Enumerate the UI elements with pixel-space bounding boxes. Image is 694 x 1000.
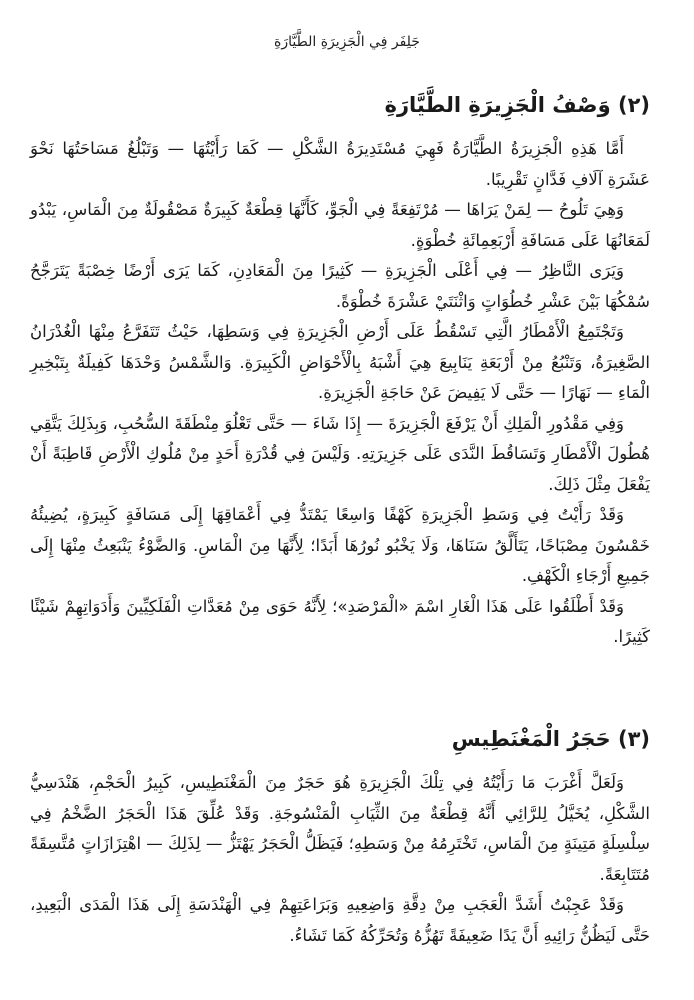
paragraph: وَقَدْ رَأَيْتُ فِي وَسَطِ الْجَزِيرَةِ كَهْفًا وَاسِعًا يَمْتَدُّ فِي أَعْمَاقِهَا إِلَى مَسَافَةٍ كَبِيرَةٍ، يُضِيئُهُ خَمْسُونَ مِصْبَاحًا، يَتَأَلَّقُ سَنَاهَا، وَلَا يَخْبُو نُورُهَا أَبَدًا؛ لِأَنَّهَا مِنَ الْمَاسِ. وَالضَّوْءُ يَنْبَعِثُ مِنْهَا إِلَى جَمِيعِ أَرْجَاءِ الْكَهْفِ.: [30, 505, 650, 585]
paragraph: أَمَّا هَذِهِ الْجَزِيرَةُ الطَّيَّارَةُ فَهِيَ مُسْتَدِيرَةُ الشَّكْلِ — كَمَا رَأَيْتُهَا — وَتَبْلُغُ مَسَاحَتُهَا نَحْوَ عَشَرَةِ آلَافِ فَدَّانٍ تَقْرِيبًا.: [30, 139, 650, 189]
paragraph: وَلَعَلَّ أَغْرَبَ مَا رَأَيْتُهُ فِي تِلْكَ الْجَزِيرَةِ هُوَ حَجَرٌ مِنَ الْمَغْنَطِيسِ، كَبِيرُ الْحَجْمِ، هَنْدَسِيُّ الشَّكْلِ، يُخَيَّلُ لِلرَّائِي أَنَّهُ قِطْعَةٌ مِنَ الثِّيَابِ الْمَنْسُوجَةِ. وَقَدْ عُلِّقَ هَذَا الْحَجَرُ الضَّخْمُ فِي سِلْسِلَةٍ مَتِينَةٍ مِنَ الْمَاسِ، تَخْتَرِمُهُ مِنْ وَسَطِهِ؛ فَيَظَلُّ الْحَجَرُ يَهْتَزُّ — لِذَلِكَ — اهْتِزَازَاتٍ مُتَّسِقَةً مُتَتَابِعَةً.: [30, 773, 650, 884]
section-heading: (٣) حَجَرُ الْمَغْنَطِيسِ: [451, 727, 650, 751]
running-header: جَلِفَر فِي الْجَزِيرَةِ الطَّيَّارَةِ: [274, 34, 420, 50]
paragraph: وَقَدْ أَطْلَقُوا عَلَى هَذَا الْغَارِ اسْمَ «الْمَرْصَدِ»؛ لِأَنَّهُ حَوَى مِنْ مُعَدَّاتِ الْفَلَكِيِّينَ وَأَدَوَاتِهِمْ شَيْئًا كَثِيرًا.: [30, 596, 650, 646]
paragraph: وَهِيَ تَلُوحُ — لِمَنْ يَرَاهَا — مُرْتَفِعَةً فِي الْجَوِّ، كَأَنَّهَا قِطْعَةٌ كَبِيرَةٌ مَصْقُولَةٌ مِنَ الْمَاسِ، يَبْدُو لَمَعَانُهَا عَلَى مَسَافَةِ أَرْبَعِمِائَةِ خُطْوَةٍ.: [30, 200, 650, 250]
section-magnet-stone: [30, 722, 650, 951]
paragraph: وَتَجْتَمِعُ الْأَمْطَارُ الَّتِي تَسْقُطُ عَلَى أَرْضِ الْجَزِيرَةِ فِي وَسَطِهَا، حَيْثُ تَتَفَرَّعُ مِنْهَا الْغُدْرَانُ الصَّغِيرَةُ، وَتَنْبُعُ مِنْ أَرْبَعَةِ يَنَابِيعَ هِيَ أَشْبَهُ بِالْأَحْوَاضِ الْكَبِيرَةِ. وَالشَّمْسُ وَحْدَهَا كَفِيلَةٌ بِتَبْخِيرِ الْمَاءِ — نَهَارًا — حَتَّى لَا يَفِيضَ عَنْ حَاجَةِ الْجَزِيرَةِ.: [30, 322, 650, 402]
paragraph: وَقَدْ عَجِبْتُ أَشَدَّ الْعَجَبِ مِنْ دِقَّةِ وَاضِعِيهِ وَبَرَاعَتِهِمْ فِي الْهَنْدَسَةِ إِلَى هَذَا الْمَدَى الْبَعِيدِ، حَتَّى لَيَظُنُّ رَائِيهِ أَنَّ يَدًا ضَعِيفَةً تَهُزُّهُ وَتُحَرِّكُهُ كَمَا تَشَاءُ.: [30, 895, 650, 945]
section-heading: (٢) وَصْفُ الْجَزِيرَةِ الطَّيَّارَةِ: [384, 93, 650, 117]
paragraph: وَفِي مَقْدُورِ الْمَلِكِ أَنْ يَرْفَعَ الْجَزِيرَةَ — إِذَا شَاءَ — حَتَّى تَعْلُوَ مِنْطَقَةَ السُّحُبِ، وَبِذَلِكَ يَتَّقِي هُطُولَ الْأَمْطَارِ وَتَسَاقُطَ النَّدَى عَلَى جَزِيرَتِهِ. وَلَيْسَ فِي قُدْرَةِ أَحَدٍ مِنْ مُلُوكِ الْأَرْضِ قَاطِبَةً أَنْ يَفْعَلَ مِثْلَ ذَلِكَ.: [30, 413, 650, 494]
paragraph: وَيَرَى النَّاظِرُ — فِي أَعْلَى الْجَزِيرَةِ — كَثِيرًا مِنَ الْمَعَادِنِ، كَمَا يَرَى أَرْضًا خِصْبَةً يَتَرَجَّحُ سُمْكُهَا بَيْنَ عَشْرِ خُطُوَاتٍ وَاثْنَتَيْ عَشْرَةَ خُطْوَةً.: [30, 261, 650, 311]
section-island-description: [30, 88, 650, 653]
